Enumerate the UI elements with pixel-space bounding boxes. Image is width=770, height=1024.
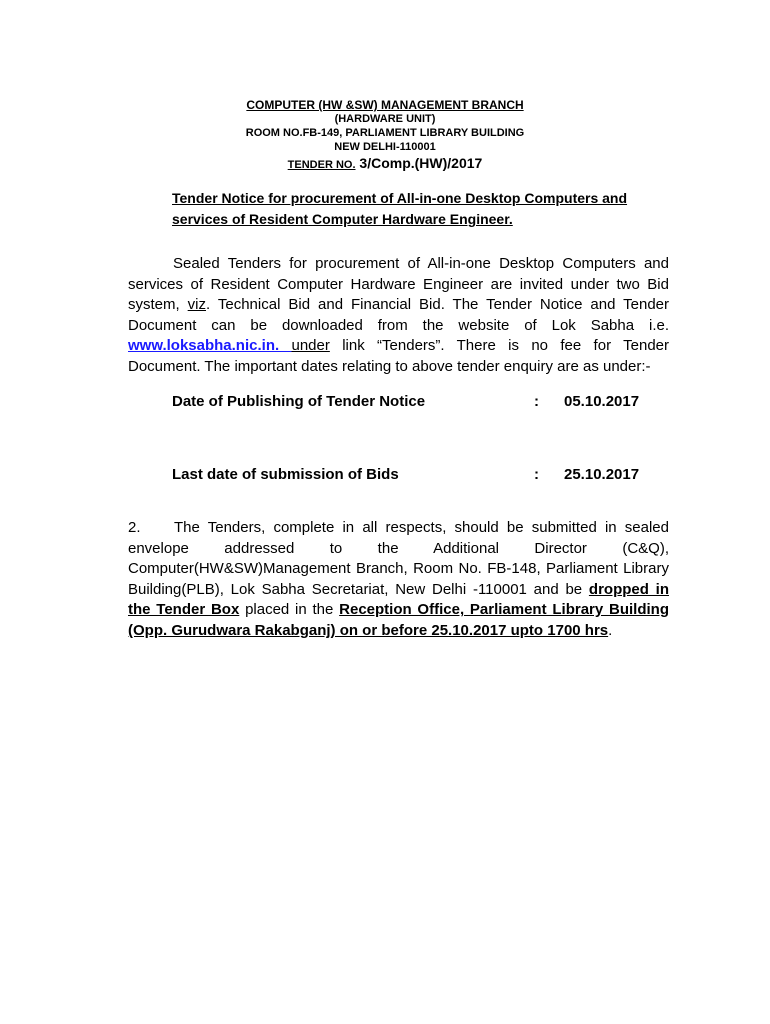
para1-text-1: Sealed Tenders for procurement of All-in-one Desktop Computers and services of Resident Computer Hardware Engineer are invited under two Bid system, — [128, 255, 669, 314]
unit-name: (HARDWARE UNIT) — [334, 113, 436, 125]
date-colon: : — [534, 393, 539, 410]
tender-number-value: 3/Comp.(HW)/2017 — [355, 155, 483, 171]
paragraph-intro — [128, 254, 669, 378]
notice-subject: Tender Notice for procurement of All-in-one Desktop Computers and services of Resident Computer Hardware Engineer. — [172, 190, 628, 227]
paragraph-submission — [128, 518, 669, 642]
para1-text-4: link “Tenders”. There is no fee for Tender Document. The important dates relating to above tender enquiry are as under:- — [128, 337, 669, 375]
branch-name: COMPUTER (HW &SW) MANAGEMENT BRANCH — [246, 98, 524, 112]
date-label: Last date of submission of Bids — [172, 466, 399, 483]
date-colon: : — [534, 466, 539, 483]
tender-prefix: TENDER NO. — [287, 159, 356, 171]
website-link[interactable]: www.loksabha.nic.in. — [128, 337, 292, 355]
para2-text-1: The Tenders, complete in all respects, should be submitted in sealed envelope addressed to the Additional Director (C&Q), Computer(HW&SW)Management Branch, Room No. FB-148, Parliament Library Building(PLB), Lok Sabha Secretariat, New Delhi -110001 and be — [128, 519, 669, 598]
city-address: NEW DELHI-110001 — [334, 141, 436, 153]
date-label: Date of Publishing of Tender Notice — [172, 393, 426, 410]
date-value: 25.10.2017 — [564, 466, 640, 483]
para2-text-2: placed in the — [239, 601, 340, 619]
tender-number — [170, 154, 600, 174]
para1-under: under — [291, 337, 330, 355]
date-value: 05.10.2017 — [564, 393, 640, 410]
room-address: ROOM NO.FB-149, PARLIAMENT LIBRARY BUILDING — [245, 127, 525, 139]
letterhead — [170, 98, 600, 174]
para2-bold-2: Reception Office, Parliament Library Building (Opp. Gurudwara Rakabganj) on or before 25.10.2017 upto 1700 hrs — [128, 601, 669, 639]
para1-viz: viz — [187, 296, 206, 314]
para2-text-3: . — [608, 621, 613, 639]
paragraph-number: 2. — [128, 519, 141, 536]
para1-text-2: . Technical Bid and Financial Bid. The Tender Notice and Tender Document can be downloaded from the website of Lok Sabha i.e. — [128, 296, 670, 334]
para2-bold-1: dropped in the Tender Box — [128, 580, 669, 619]
